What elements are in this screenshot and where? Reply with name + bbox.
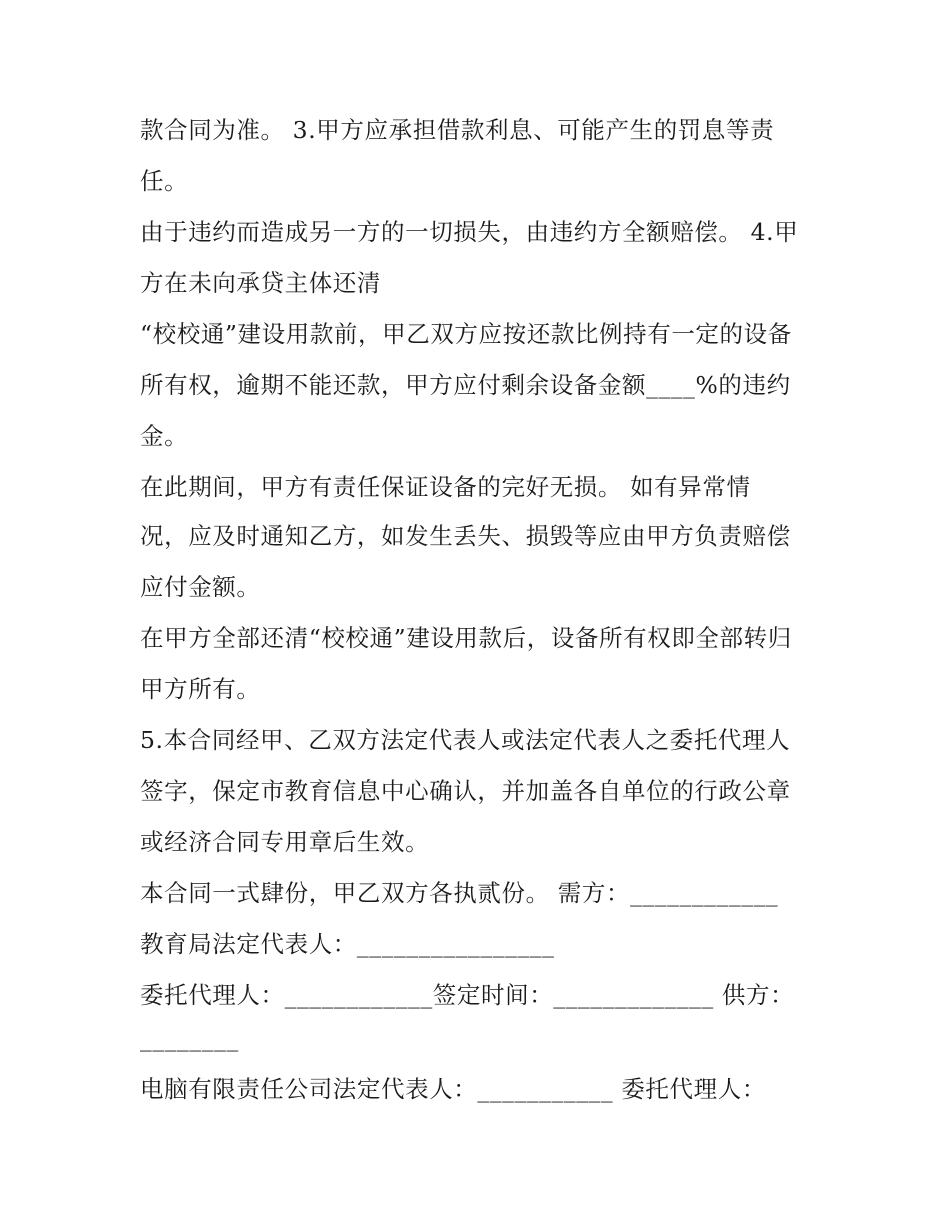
- signature-line: 委托代理人：____________签定时间：_____________ 供方：: [140, 981, 795, 1009]
- paragraph-line: 由于违约而造成另一方的一切损失，由违约方全额赔偿。 4.甲: [140, 218, 799, 246]
- paragraph-line: 方在未向承贷主体还清: [140, 269, 381, 297]
- signature-line: ________: [140, 1024, 239, 1052]
- signature-line: 电脑有限责任公司法定代表人：___________ 委托代理人：: [140, 1075, 766, 1103]
- paragraph-line: 应付金额。: [140, 573, 261, 601]
- paragraph-line: 况，应及时通知乙方，如发生丢失、损毁等应由甲方负责赔偿: [140, 522, 791, 550]
- paragraph-line: “校校通”建设用款前，甲乙双方应按还款比例持有一定的设备: [140, 320, 792, 348]
- paragraph-line: 所有权，逾期不能还款，甲方应付剩余设备金额____%的违约: [140, 371, 791, 399]
- paragraph-line: 款合同为准。 3.甲方应承担借款利息、可能产生的罚息等责: [140, 116, 775, 144]
- signature-line: 教育局法定代表人：________________: [140, 930, 555, 958]
- paragraph-line: 甲方所有。: [140, 675, 261, 703]
- paragraph-line: 在甲方全部还清“校校通”建设用款后，设备所有权即全部转归: [140, 624, 792, 652]
- paragraph-line: 任。: [140, 167, 189, 195]
- signature-line: 本合同一式肆份，甲乙双方各执贰份。 需方：____________: [140, 879, 779, 907]
- paragraph-line: 或经济合同专用章后生效。: [140, 828, 430, 856]
- paragraph-line: 签字，保定市教育信息中心确认，并加盖各自单位的行政公章: [140, 777, 791, 805]
- paragraph-line: 金。: [140, 422, 189, 450]
- paragraph-line: 5.本合同经甲、乙双方法定代表人或法定代表人之委托代理人: [140, 726, 791, 754]
- paragraph-line: 在此期间，甲方有责任保证设备的完好无损。 如有异常情: [140, 473, 751, 501]
